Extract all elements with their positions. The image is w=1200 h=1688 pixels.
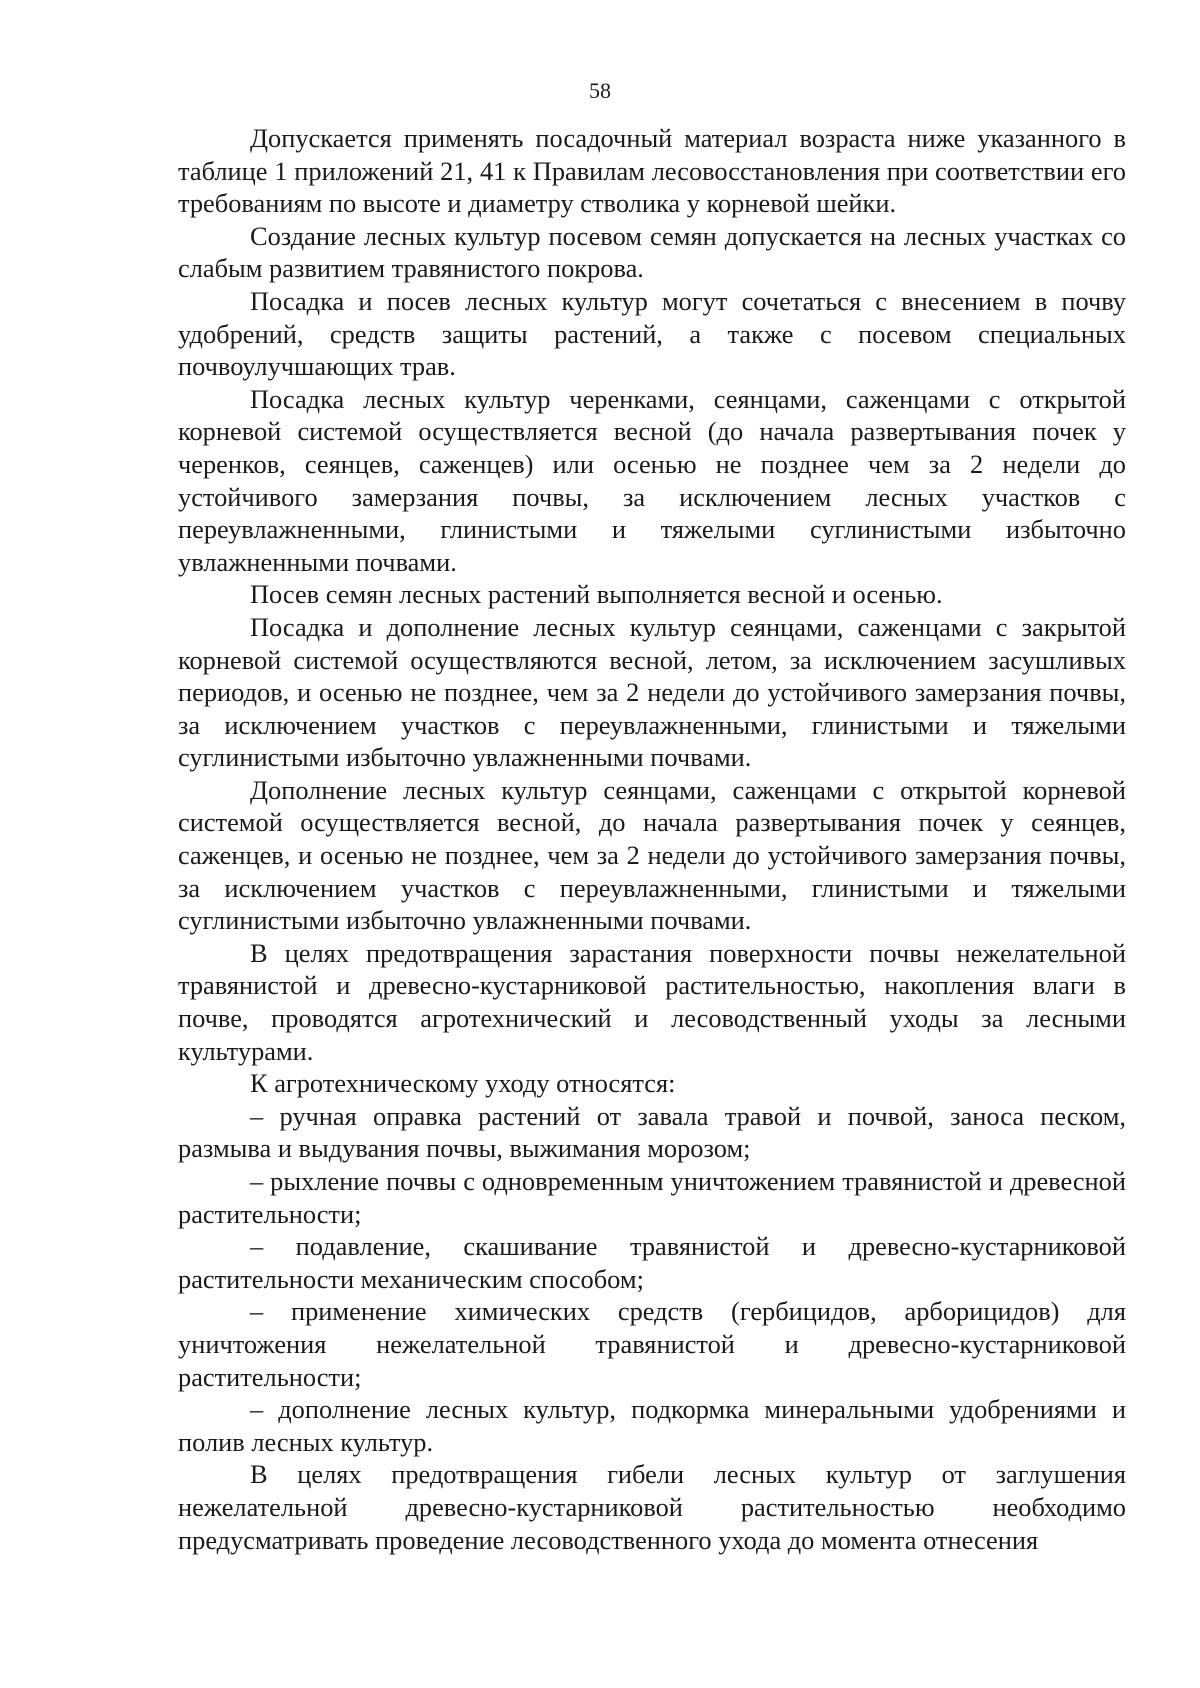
list-item-chemicals: – применение химических средств (гербицидов, арборицидов) для уничтожения нежелательной травянистой и древесно-кустарниковой растительности;	[178, 1296, 1126, 1392]
paragraph-sowing-season: Посев семян лесных растений выполняется весной и осенью.	[250, 579, 943, 610]
paragraph-care-purpose: В целях предотвращения зарастания поверхности почвы нежелательной травянистой и древесно-кустарниковой растительностью, накопления влаги в почве, проводятся агротехнический и лесоводственный уходы за лесными культурами.	[178, 937, 1126, 1066]
body-text	[178, 122, 1126, 1556]
list-item-manual-adjustment: – ручная оправка растений от завала травой и почвой, заноса песком, размыва и выдувания почвы, выжимания морозом;	[178, 1100, 1126, 1164]
paragraph-open-root-supplement: Дополнение лесных культур сеянцами, саженцами с открытой корневой системой осуществляется весной, до начала развертывания почек у сеянцев, саженцев, и осенью не позднее, чем за 2 недели до устойчивого замерзания почвы, за исключением участков с переувлажненными, глинистыми и тяжелыми суглинистыми избыточно увлажненными почвами.	[178, 774, 1126, 936]
paragraph-silvicultural-care: В целях предотвращения гибели лесных культур от заглушения нежелательной древесно-кустарниковой растительностью необходимо предусматривать проведение лесоводственного ухода до момента отнесения	[178, 1459, 1126, 1555]
paragraph-planting-material-age: Допускается применять посадочный материал возраста ниже указанного в таблице 1 приложений 21, 41 к Правилам лесовосстановления при соответствии его требованиям по высоте и диаметру стволика у корневой шейки.	[178, 123, 1126, 219]
paragraph-fertilizers: Посадка и посев лесных культур могут сочетаться с внесением в почву удобрений, средств защиты растений, а также с посевом специальных почвоулучшающих трав.	[178, 285, 1126, 382]
list-item-mowing: – подавление, скашивание травянистой и древесно-кустарниковой растительности механическим способом;	[178, 1231, 1126, 1294]
list-item-supplement-fertilizing: – дополнение лесных культур, подкормка минеральными удобрениями и полив лесных культур.	[178, 1394, 1126, 1457]
page-number: 58	[589, 78, 611, 103]
paragraph-closed-root-planting: Посадка и дополнение лесных культур сеянцами, саженцами с закрытой корневой системой осуществляются весной, летом, за исключением засушливых периодов, и осенью не позднее, чем за 2 недели до устойчивого замерзания почвы, за исключением участков с переувлажненными, глинистыми и тяжелыми суглинистыми избыточно увлажненными почвами.	[178, 611, 1126, 773]
list-item-soil-loosening: – рыхление почвы с одновременным уничтожением травянистой и древесной растительности;	[178, 1166, 1126, 1229]
paragraph-agrotechnical-care-intro: К агротехническому уходу относятся:	[250, 1068, 676, 1099]
paragraph-seed-sowing: Создание лесных культур посевом семян допускается на лесных участках со слабым развитием травянистого покрова.	[178, 220, 1126, 284]
paragraph-open-root-planting: Посадка лесных культур черенками, сеянцами, саженцами с открытой корневой системой осуществляется весной (до начала развертывания почек у черенков, сеянцев, саженцев) или осенью не позднее чем за 2 недели до устойчивого замерзания почвы, за исключением лесных участков с переувлажненными, глинистыми и тяжелыми суглинистыми избыточно увлажненными почвами.	[178, 383, 1126, 577]
